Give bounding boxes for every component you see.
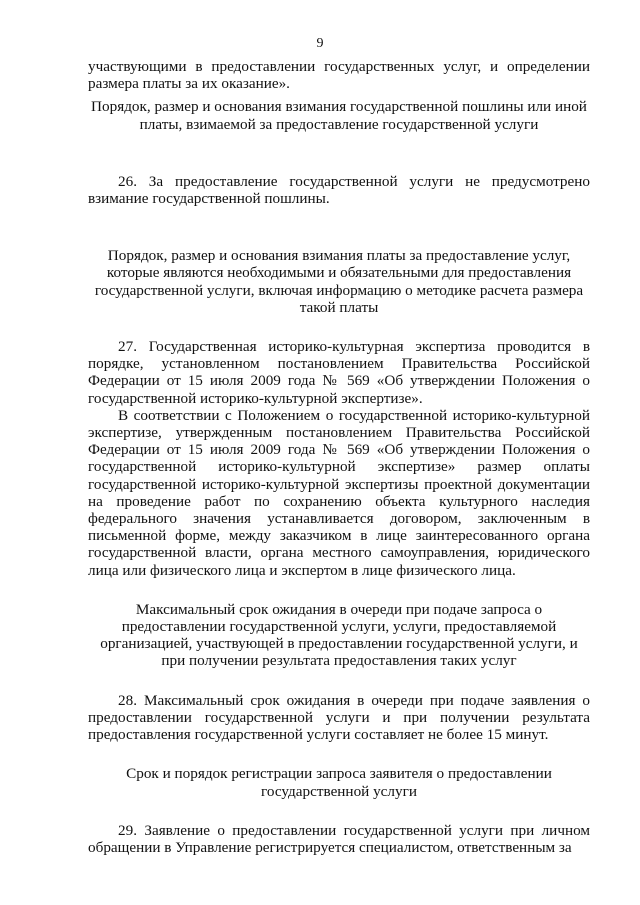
spacer [88, 207, 590, 247]
paragraph-item-28: 28. Максимальный срок ожидания в очереди при подаче заявления о предоставлении государственной услуги и при получении результата предоставления государственной услуги составляет не более 15 минут. [88, 691, 590, 744]
document-body [88, 58, 590, 856]
section-heading-registration: Срок и порядок регистрации запроса заявителя о предоставлении государственной услуги [126, 765, 552, 800]
spacer [88, 670, 590, 692]
paragraph-item-26: 26. За предоставление государственной услуги не предусмотрено взимание государственной пошлины. [88, 172, 590, 208]
page-number: 9 [316, 36, 324, 51]
spacer [88, 133, 590, 173]
section-heading-state-duty: Порядок, размер и основания взимания государственной пошлины или иной платы, взимаемой за предоставление государственной услуги [91, 98, 587, 133]
section-heading-waiting-time: Максимальный срок ожидания в очереди при подаче запроса о предоставлении государственной услуги, услуги, предоставляемой организацией, участвующей в предоставлении государственной услуги, и при получении результата предоставления таких услуг [100, 600, 578, 670]
section-heading-fee: Порядок, размер и основания взимания платы за предоставление услуг, которые являются необходимыми и обязательными для предоставления государственной услуги, включая информацию о методике расчета размера такой платы [94, 247, 584, 316]
paragraph-item-29: 29. Заявление о предоставлении государственной услуги при личном обращении в Управление регистрируется специалистом, ответственным за [88, 821, 590, 856]
paragraph-item-27: 27. Государственная историко-культурная экспертиза проводится в порядке, установленном постановлением Правительства Российской Федерации от 15 июля 2009 года № 569 «Об утверждении Положения о государственной историко-культурной экспертизе». [88, 338, 590, 407]
spacer [88, 316, 590, 338]
spacer [88, 800, 590, 822]
paragraph-item-27-continuation: В соответствии с Положением о государственной историко-культурной экспертизе, утвержденным постановлением Правительства Российской Федерации от 15 июля 2009 года № 569 «Об утверждении Положения о государственной историко-культурной экспертизе» размер оплаты государственной историко-культурной экспертизы проектной документации на проведение работ по сохранению объекта культурного наследия федерального значения устанавливается договором, заключенным в письменной форме, между заказчиком в лице заинтересованного органа государственной власти, органа местного самоуправления, юридического лица или физического лица и экспертом в лице физического лица. [88, 406, 590, 579]
spacer [88, 579, 590, 601]
intro-continuation-paragraph: участвующими в предоставлении государственных услуг, и определении размера платы за их оказание». [88, 58, 590, 93]
spacer [88, 743, 590, 765]
